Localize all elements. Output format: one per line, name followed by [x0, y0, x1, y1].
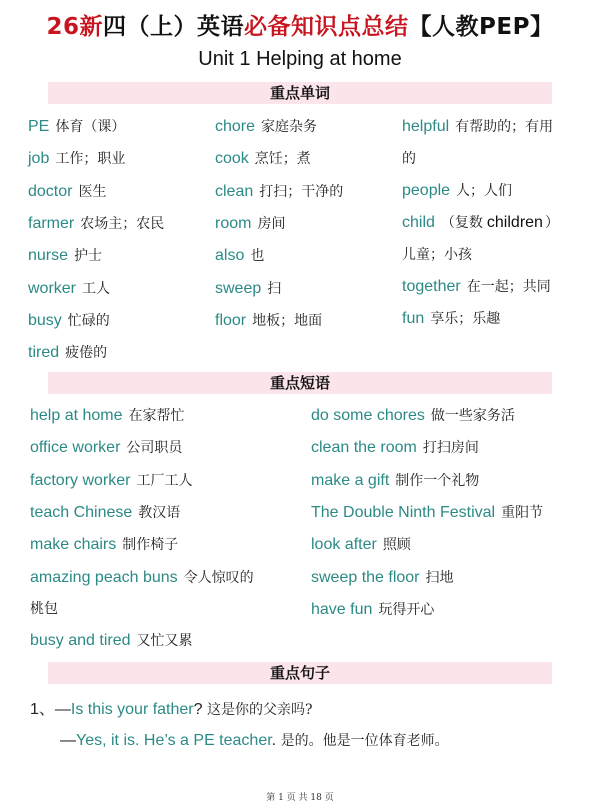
phrase-busy-and-tired	[30, 630, 193, 650]
phrase-item-en: office worker	[30, 439, 121, 457]
phrase-item-en: The Double Ninth Festival	[311, 503, 496, 521]
word-item-en: clean	[215, 182, 254, 200]
phrase-item-en: amazing peach buns	[30, 568, 178, 586]
phrase-item	[311, 502, 543, 522]
phrase-item	[311, 405, 515, 425]
word-item	[28, 116, 125, 136]
word-item-zh: 医生	[78, 183, 107, 200]
phrase-item-zh: 教汉语	[138, 504, 181, 521]
word-item-zh: 烹饪；煮	[254, 151, 311, 168]
word-zh: 儿童；小孩	[402, 247, 472, 263]
word-item-zh: 体育（课）	[55, 119, 126, 135]
word-item-en: doctor	[28, 182, 73, 200]
word-item	[28, 342, 107, 362]
phrase-item-zh: 照顾	[382, 537, 411, 554]
word-zh: 享乐；乐趣	[430, 311, 501, 327]
word-people	[402, 180, 512, 200]
word-zh: 人；人们	[456, 183, 513, 199]
word-en: people	[402, 182, 451, 199]
word-item-zh: 打扫；干净的	[259, 183, 344, 200]
word-item	[215, 148, 311, 168]
word-item	[28, 278, 110, 298]
word-helpful	[402, 116, 553, 136]
word-fun	[402, 308, 500, 328]
word-item-en: floor	[215, 311, 247, 329]
word-child	[402, 212, 559, 232]
word-item-zh: 工人	[82, 280, 111, 297]
phrase-item	[311, 470, 479, 490]
punct: .	[271, 732, 277, 749]
word-item-zh: 忙碌的	[67, 312, 110, 329]
phrase-item-en: teach Chinese	[30, 503, 133, 521]
word-helpful-cont	[402, 148, 416, 168]
phrase-item	[30, 567, 254, 587]
word-item-en: farmer	[28, 214, 75, 232]
section-header-sentences: 重点句子	[48, 662, 552, 684]
word-item	[215, 181, 343, 201]
phrase-item	[30, 470, 192, 490]
phrase-item-zh: 打扫房间	[422, 440, 479, 457]
phrase-item	[311, 437, 479, 457]
phrase-item-zh: 在家帮忙	[128, 408, 185, 424]
phrase-en: busy and tired	[30, 632, 131, 649]
phrase-zh: 桃包	[30, 601, 58, 617]
phrase-item	[311, 599, 434, 619]
phrase-cont	[30, 598, 58, 618]
phrase-item-zh: 制作一个礼物	[395, 472, 480, 489]
word-item-en: busy	[28, 311, 62, 329]
word-child-cont	[402, 244, 472, 264]
phrase-item-zh: 令人惊叹的	[183, 569, 254, 586]
word-item-en: PE	[28, 118, 50, 135]
word-zh: 在一起；共同	[466, 279, 551, 295]
word-zh: 有帮助的；有用	[455, 119, 554, 135]
sentence-answer	[60, 730, 449, 750]
phrase-item	[30, 405, 185, 425]
word-en: helpful	[402, 118, 450, 135]
phrase-item-zh: 工厂工人	[136, 472, 193, 489]
word-en: together	[402, 278, 461, 295]
phrase-item	[30, 437, 182, 457]
page-footer: 第 1 页 共 18 页	[266, 793, 334, 803]
word-item-en: job	[28, 150, 50, 168]
word-item-zh: 扫	[267, 280, 282, 297]
phrase-item-zh: 制作椅子	[122, 537, 179, 554]
section-header-words: 重点单词	[48, 82, 552, 104]
sentence-en: Is this your father	[70, 701, 194, 718]
phrase-item	[30, 502, 180, 522]
sentence-en: Yes, it is. He’s a PE teacher	[76, 732, 272, 749]
title-red-part-2: 必备知识点总结	[244, 14, 409, 40]
dash: —	[60, 732, 76, 749]
sentence-question	[30, 696, 313, 719]
word-zh: ）	[544, 215, 559, 231]
phrase-item	[30, 534, 178, 554]
word-item-zh: 疲倦的	[65, 345, 108, 362]
phrase-item-en: sweep the floor	[311, 568, 420, 586]
phrase-item-zh: 做一些家务活	[430, 408, 515, 424]
word-item-en: room	[215, 214, 252, 232]
phrase-item-en: do some chores	[311, 407, 425, 424]
section-header-phrases: 重点短语	[48, 372, 552, 394]
dash: —	[54, 701, 71, 718]
word-item	[28, 213, 164, 233]
word-zh: （复数	[440, 215, 483, 231]
word-en: fun	[402, 310, 425, 327]
page-title	[0, 8, 600, 41]
sentence-zh: 是的。他是一位体育老师。	[280, 733, 449, 749]
phrase-item-en: make a gift	[311, 471, 390, 489]
phrase-item-zh: 重阳节	[501, 504, 544, 521]
word-item-en: chore	[215, 118, 256, 135]
phrase-item	[311, 567, 454, 587]
phrase-item	[311, 534, 411, 554]
phrase-item-zh: 公司职员	[126, 440, 183, 457]
word-item	[215, 116, 317, 136]
phrase-item-en: help at home	[30, 407, 123, 424]
word-together	[402, 276, 551, 296]
phrase-item-en: look after	[311, 536, 377, 554]
word-item	[215, 310, 322, 330]
sentence-number: 1、	[30, 701, 55, 718]
word-item-zh: 房间	[257, 215, 286, 232]
phrase-item-en: clean the room	[311, 439, 417, 457]
word-item-zh: 农场主；农民	[80, 215, 165, 232]
word-en: child	[402, 214, 435, 231]
word-item-en: cook	[215, 150, 249, 168]
sentence-zh: 这是你的父亲吗?	[206, 702, 313, 718]
word-item	[28, 148, 125, 168]
phrase-item-en: make chairs	[30, 536, 117, 554]
title-black-part: 四（上）英语	[103, 14, 245, 40]
word-item-en: also	[215, 247, 245, 265]
word-item	[215, 278, 281, 298]
word-item	[215, 245, 264, 265]
title-red-part: 26新	[46, 14, 104, 40]
title-black-part-2: 【人教PEP】	[408, 14, 554, 40]
word-zh: 的	[402, 151, 416, 167]
word-item	[215, 213, 285, 233]
word-item-zh: 家庭杂务	[261, 119, 318, 135]
word-item-en: nurse	[28, 247, 69, 265]
phrase-item-zh: 扫地	[425, 569, 454, 586]
word-plural: children	[486, 214, 543, 231]
word-item-en: tired	[28, 344, 60, 362]
word-item	[28, 245, 102, 265]
word-item	[28, 181, 106, 201]
phrase-item-en: factory worker	[30, 471, 131, 489]
word-item-en: worker	[28, 279, 77, 297]
punct: ?	[193, 701, 203, 718]
word-item-en: sweep	[215, 279, 262, 297]
word-item-zh: 护士	[74, 248, 103, 265]
word-item	[28, 310, 110, 330]
word-item-zh: 工作；职业	[55, 151, 126, 168]
phrase-item-zh: 玩得开心	[378, 601, 435, 618]
phrase-zh: 又忙又累	[136, 633, 193, 649]
word-item-zh: 也	[250, 248, 265, 265]
word-item-zh: 地板；地面	[252, 312, 323, 329]
phrase-item-en: have fun	[311, 600, 373, 618]
unit-subtitle: Unit 1 Helping at home	[198, 48, 402, 70]
